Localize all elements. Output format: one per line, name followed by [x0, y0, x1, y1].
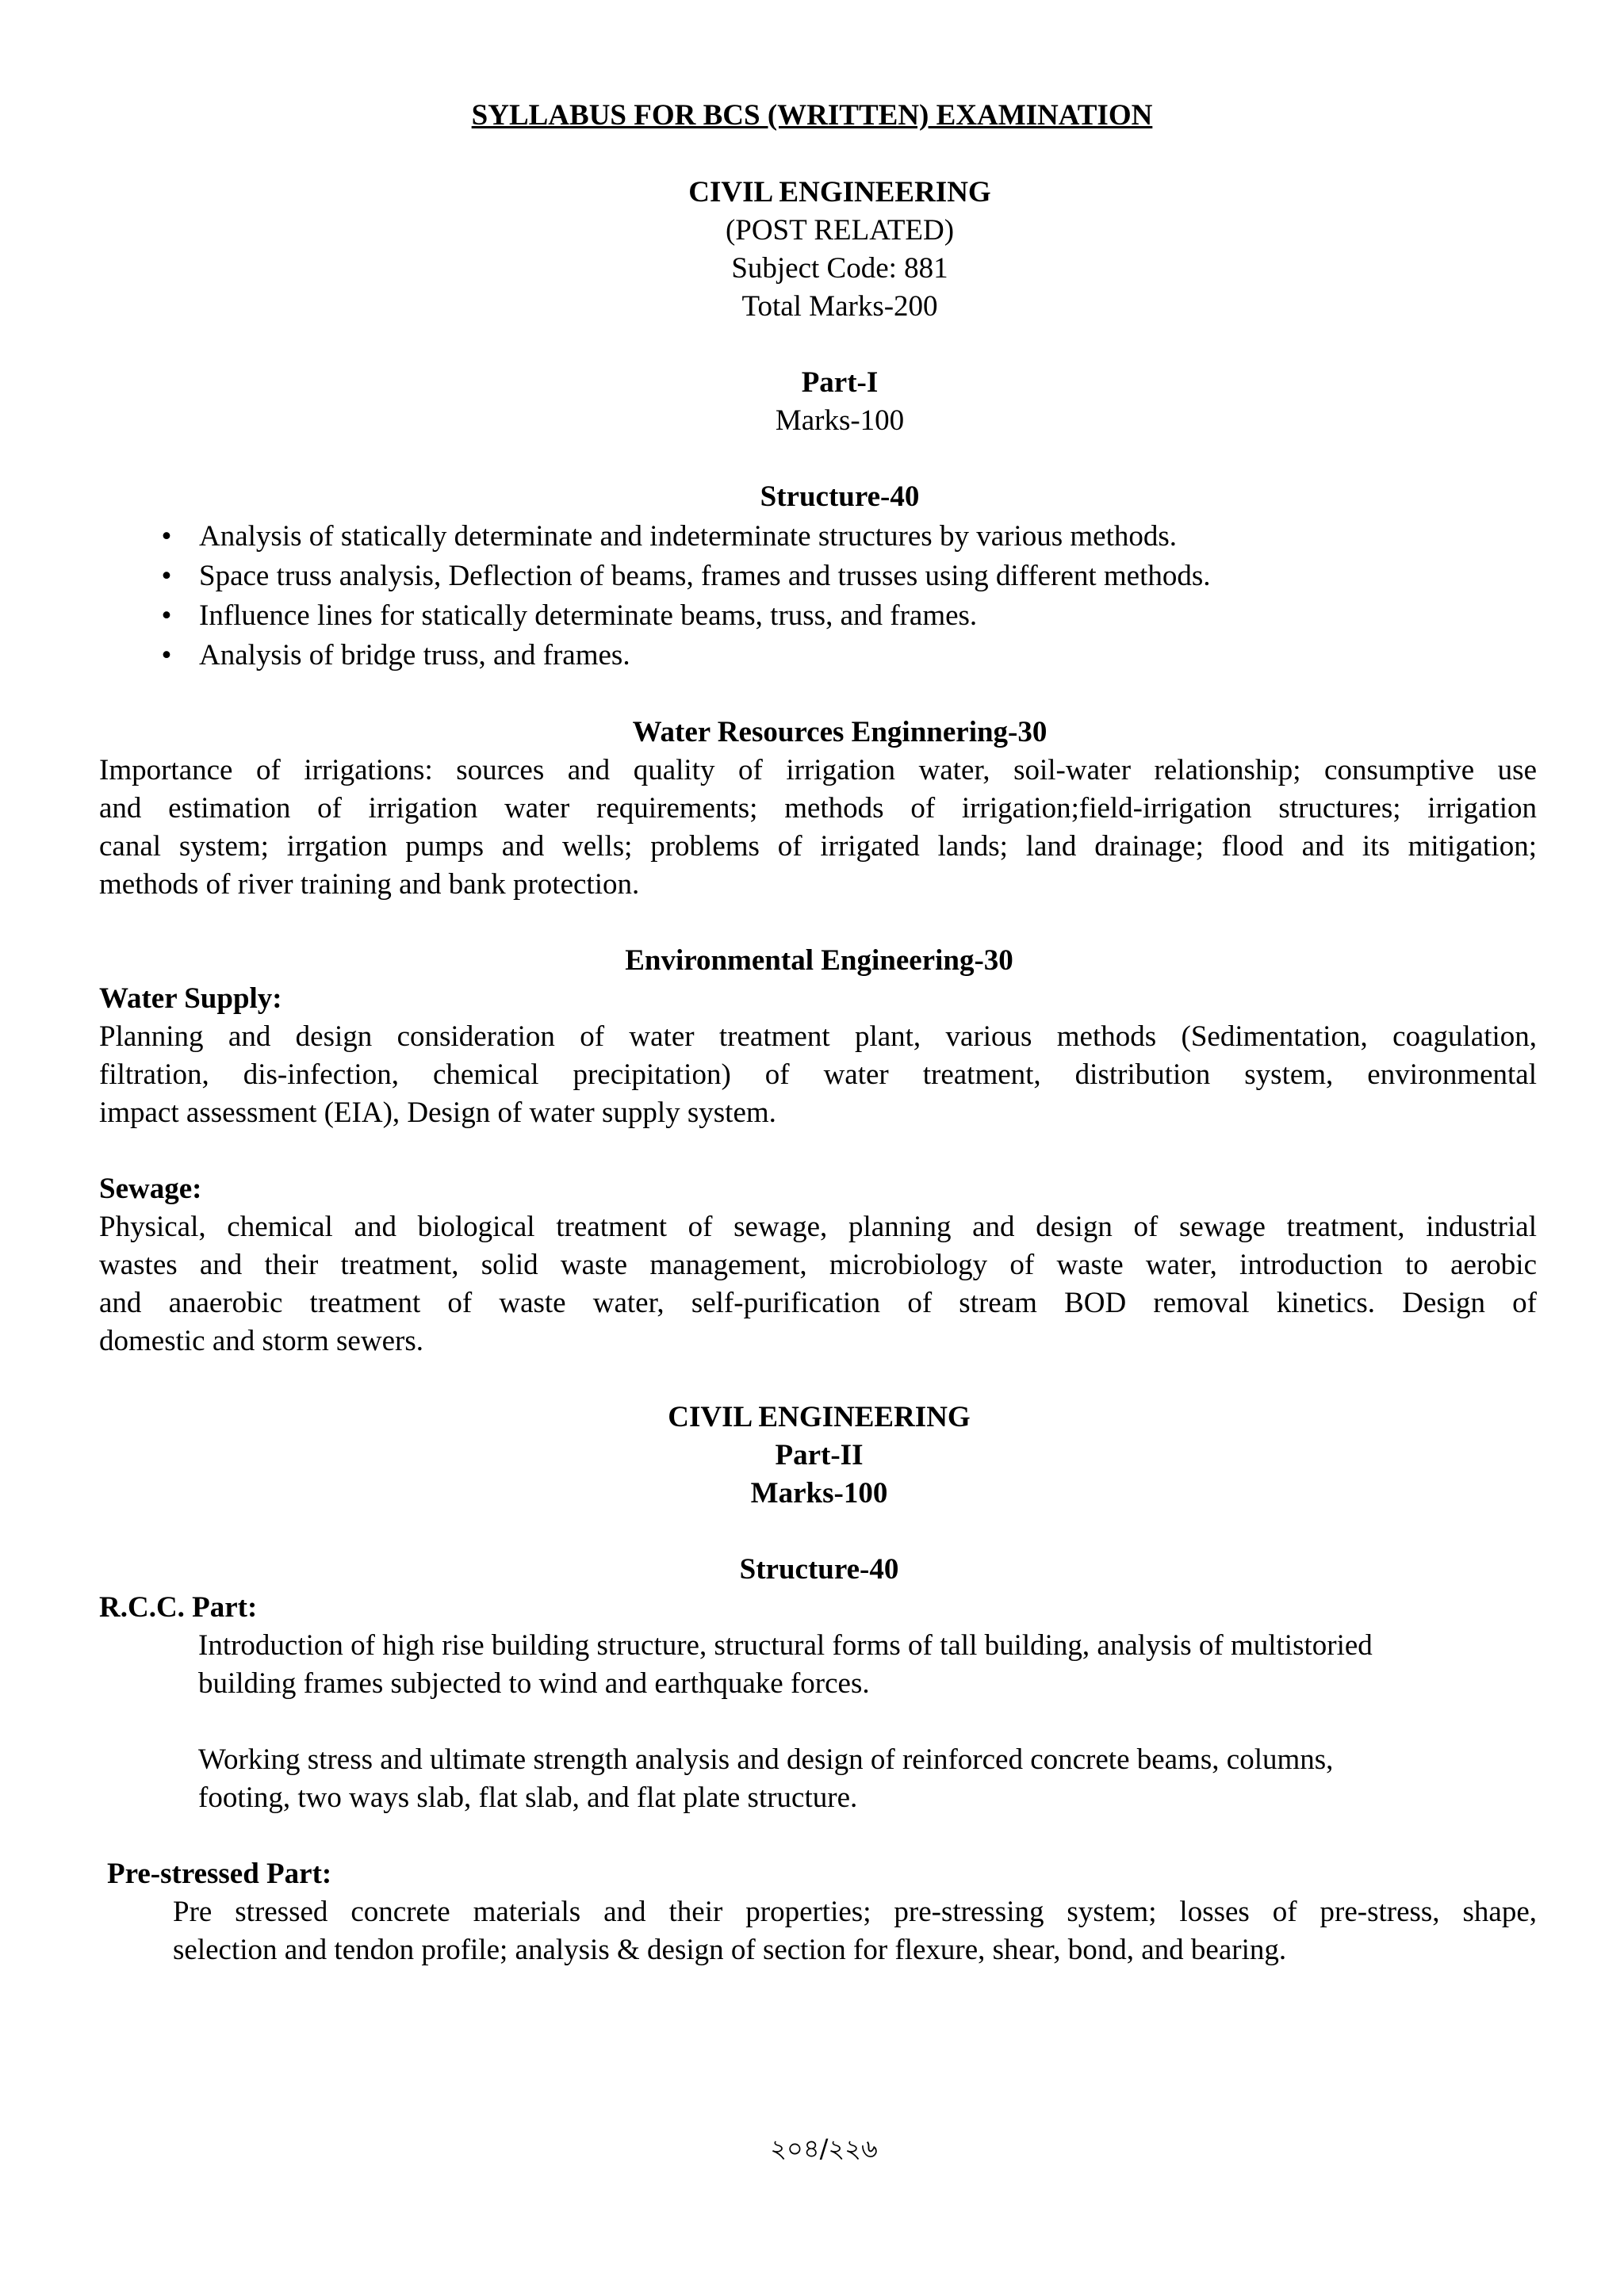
list-item: • Space truss analysis, Deflection of beams, frames and trusses using different methods.: [155, 557, 1582, 596]
total-marks: Total Marks-200: [741, 290, 938, 323]
post-related-label: (POST RELATED): [725, 214, 955, 247]
prestressed-paragraph: Pre stressed concrete materials and their properties; pre-stressing system; losses of pre-stress, shape, selection and tendon profile; analysis & design of section for flexure, shear, bond, and bearing.: [173, 1896, 1537, 1966]
water-supply-paragraph: Planning and design consideration of water treatment plant, various methods (Sedimentation, coagulation, filtration, dis-infection, chemical precipitation) of water treatment, distribution system, environmental impact assessment (EIA), Design of water supply system.: [99, 1020, 1537, 1129]
part2-marks: Marks-100: [750, 1477, 888, 1510]
water-supply-heading: Water Supply:: [99, 982, 282, 1015]
part2-title: Part-II: [775, 1439, 864, 1471]
part2-subject-heading: CIVIL ENGINEERING: [668, 1401, 971, 1433]
part2-structure-heading: Structure-40: [739, 1553, 899, 1586]
subject-code: Subject Code: 881: [731, 252, 948, 285]
list-item: • Analysis of bridge truss, and frames.: [155, 636, 1582, 675]
part1-title: Part-I: [801, 366, 879, 399]
rcc-paragraph-2: Working stress and ultimate strength analysis and design of reinforced concrete beams, columns, footing, two ways slab, flat slab, and flat plate structure.: [198, 1743, 1334, 1814]
subject-heading: CIVIL ENGINEERING: [688, 176, 991, 209]
prestressed-part-heading: Pre-stressed Part:: [107, 1858, 332, 1890]
list-item: • Analysis of statically determinate and indeterminate structures by various methods.: [155, 517, 1582, 557]
bullet-icon: •: [161, 560, 172, 592]
bullet-icon: •: [161, 639, 172, 672]
part1-structure-heading: Structure-40: [760, 480, 920, 513]
document-title: SYLLABUS FOR BCS (WRITTEN) EXAMINATION: [471, 99, 1153, 132]
structure-topic-list: [155, 517, 1582, 675]
rcc-paragraph-1: Introduction of high rise building structure, structural forms of tall building, analysis of multistoried building frames subjected to wind and earthquake forces.: [198, 1629, 1373, 1700]
water-resources-heading: Water Resources Enginnering-30: [632, 716, 1048, 748]
part1-marks: Marks-100: [775, 404, 905, 437]
page-number: ২০৪/২২৬: [770, 2133, 878, 2164]
list-item: • Influence lines for statically determinate beams, truss, and frames.: [155, 596, 1582, 636]
water-resources-paragraph: Importance of irrigations: sources and quality of irrigation water, soil-water relationship; consumptive use and estimation of irrigation water requirements; methods of irrigation;field-irrigation structures; irrigation canal system; irrgation pumps and wells; problems of irrigated lands; land drainage; flood and its mitigation; methods of river training and bank protection.: [99, 754, 1537, 901]
bullet-icon: •: [161, 520, 172, 553]
environmental-heading: Environmental Engineering-30: [625, 944, 1013, 977]
sewage-paragraph: Physical, chemical and biological treatment of sewage, planning and design of sewage treatment, industrial wastes and their treatment, solid waste management, microbiology of waste water, introduction to aerobic and anaerobic treatment of waste water, self-purification of stream BOD removal kinetics. Design of domestic and storm sewers.: [99, 1211, 1537, 1357]
bullet-icon: •: [161, 599, 172, 632]
rcc-part-heading: R.C.C. Part:: [99, 1591, 258, 1624]
sewage-heading: Sewage:: [99, 1173, 202, 1205]
